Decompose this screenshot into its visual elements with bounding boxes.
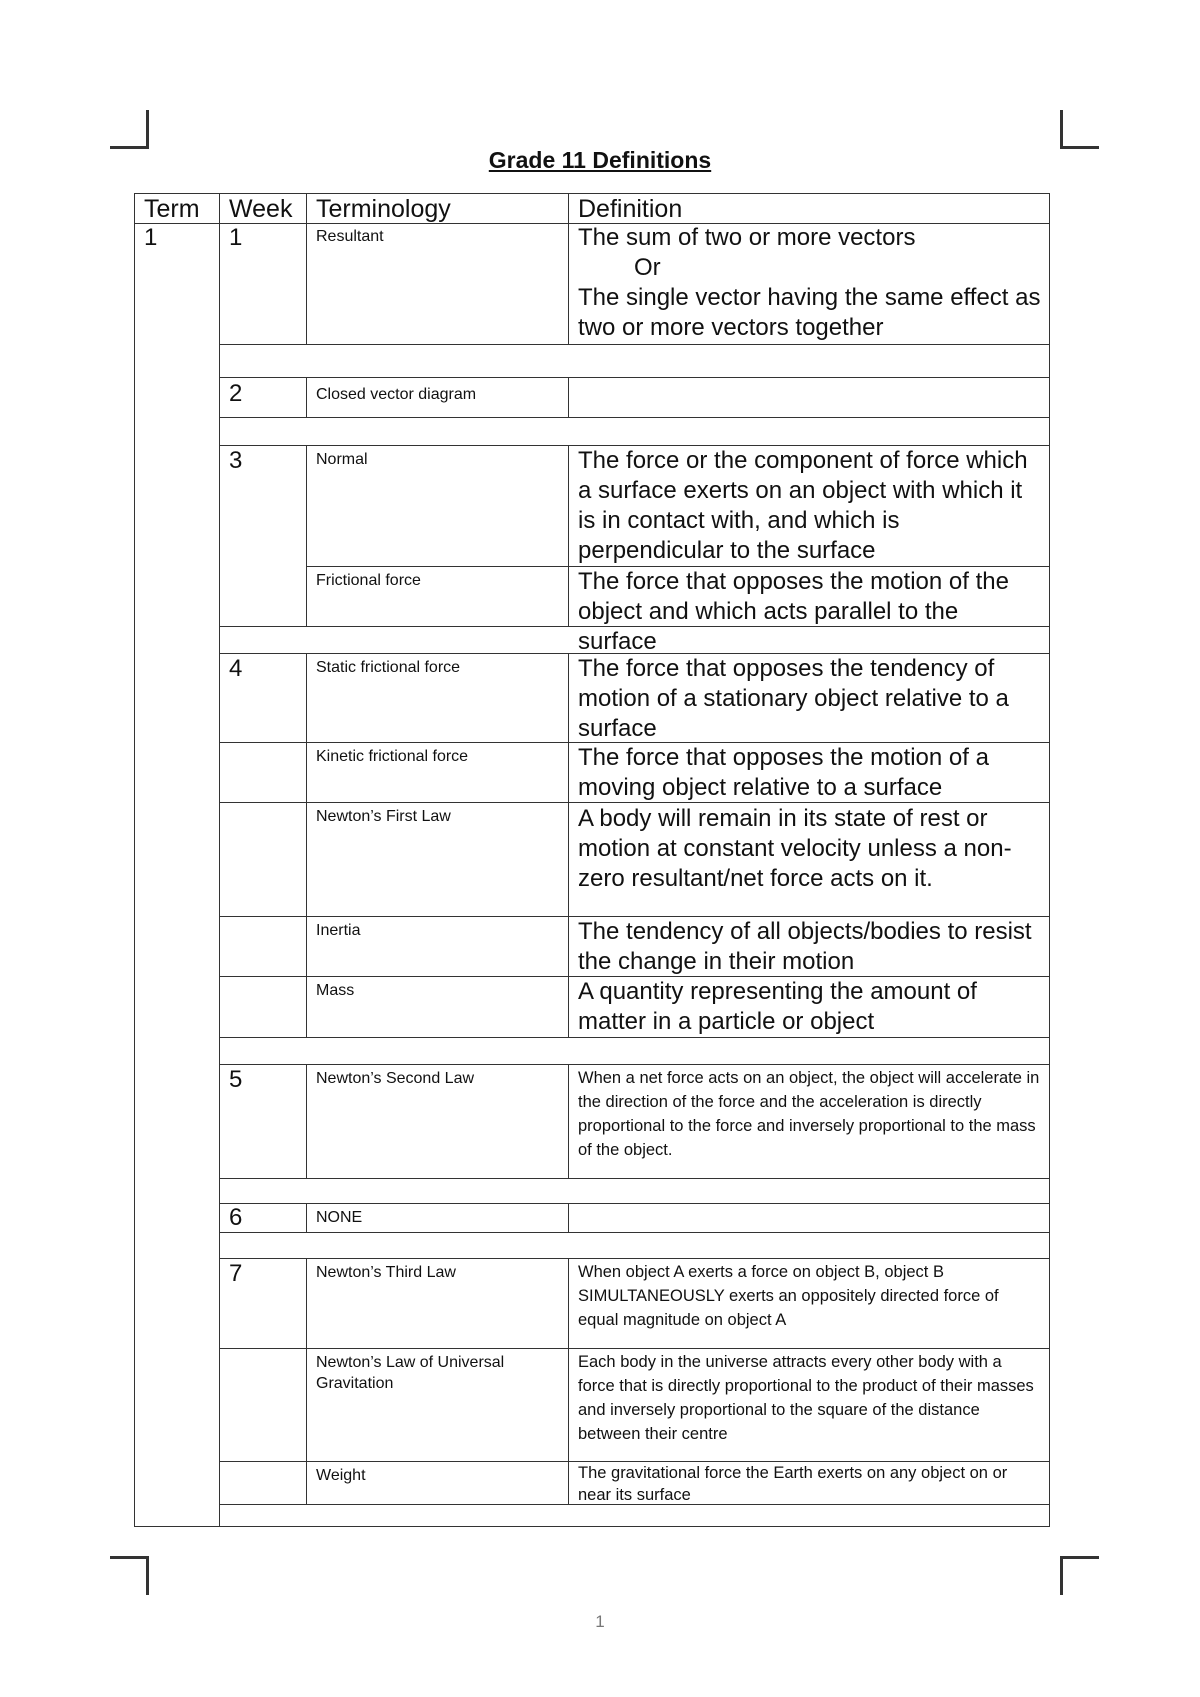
terminology-cell: Weight <box>316 1467 366 1484</box>
week-number: 7 <box>229 1260 243 1287</box>
definition-cell: The tendency of all objects/bodies to resist the change in their motion <box>578 918 1032 975</box>
divider <box>568 377 569 417</box>
definition-cell: When a net force acts on an object, the object will accelerate in the direction of the force and the acceleration is directly proportional to the force and inversely proportional to the mass of the object. <box>578 1069 1040 1159</box>
definition-text: The sum of two or more vectors <box>578 224 916 251</box>
terminology-cell: Kinetic frictional force <box>316 748 469 765</box>
divider <box>219 1178 1050 1179</box>
divider <box>219 1064 1050 1065</box>
week-number: 2 <box>229 380 243 407</box>
definition-cell: A body will remain in its state of rest or motion at constant velocity unless a non-zero resultant/net force acts on it. <box>578 805 1012 892</box>
week-number: 1 <box>229 224 243 251</box>
definition-cell <box>568 223 1050 343</box>
divider <box>219 1348 1050 1349</box>
definition-text: The single vector having the same effect as two or more vectors together <box>578 284 1041 341</box>
crop-mark-top-right <box>1060 110 1099 149</box>
terminology-cell: Newton’s Second Law <box>316 1070 475 1087</box>
week-number: 6 <box>229 1204 243 1231</box>
definition-cell: A quantity representing the amount of matter in a particle or object <box>578 978 977 1035</box>
terminology-cell: Frictional force <box>316 572 421 589</box>
definition-cell: Each body in the universe attracts every other body with a force that is directly proportional to the product of their masses and inversely proportional to the square of the distance between their centre <box>578 1353 1034 1443</box>
divider <box>219 377 1050 378</box>
week-number: 4 <box>229 655 243 682</box>
header-term: Term <box>144 195 200 223</box>
terminology-cell: Newton’s First Law <box>316 808 451 825</box>
divider <box>219 417 1050 418</box>
definition-cell: The force or the component of force which a surface exerts on an object with which it is in contact with, and which is perpendicular to the surface <box>578 447 1028 564</box>
terminology-cell: NONE <box>316 1209 363 1226</box>
header-terminology: Terminology <box>316 195 451 223</box>
page-title: Grade 11 Definitions <box>488 147 712 173</box>
header-definition: Definition <box>578 195 683 223</box>
definitions-table <box>134 193 1050 1527</box>
definition-cell: The force that opposes the motion of the object and which acts parallel to the surface <box>578 568 1009 655</box>
terminology-cell: Inertia <box>316 922 361 939</box>
definition-cell: The force that opposes the tendency of motion of a stationary object relative to a surface <box>578 655 1009 742</box>
definition-cell: The force that opposes the motion of a moving object relative to a surface <box>578 744 989 801</box>
terminology-cell: Static frictional force <box>316 659 461 676</box>
divider <box>219 344 1050 345</box>
divider <box>306 445 307 626</box>
terminology-cell: Newton’s Third Law <box>316 1264 456 1281</box>
crop-mark-top-left <box>110 110 149 149</box>
divider <box>219 1037 1050 1038</box>
definition-or: Or <box>634 254 661 281</box>
divider <box>219 1232 1050 1233</box>
definition-cell: The gravitational force the Earth exerts on any object on or near its surface <box>578 1464 1008 1504</box>
divider <box>219 1203 1050 1204</box>
week-number: 3 <box>229 447 243 474</box>
divider <box>219 1258 1050 1259</box>
term-number: 1 <box>144 224 158 251</box>
terminology-cell: Mass <box>316 982 355 999</box>
page-number: 1 <box>595 1612 605 1631</box>
terminology-cell: Normal <box>316 451 368 468</box>
terminology-cell: Closed vector diagram <box>316 386 477 403</box>
divider <box>568 1203 569 1232</box>
crop-mark-bottom-right <box>1060 1556 1099 1595</box>
terminology-cell: Resultant <box>316 228 384 245</box>
crop-mark-bottom-left <box>110 1556 149 1595</box>
terminology-cell: Newton’s Law of Universal Gravitation <box>316 1354 505 1392</box>
week-number: 5 <box>229 1066 243 1093</box>
header-week: Week <box>229 195 293 223</box>
definition-cell: When object A exerts a force on object B, object B SIMULTANEOUSLY exerts an oppositely directed force of equal magnitude on object A <box>578 1263 999 1329</box>
